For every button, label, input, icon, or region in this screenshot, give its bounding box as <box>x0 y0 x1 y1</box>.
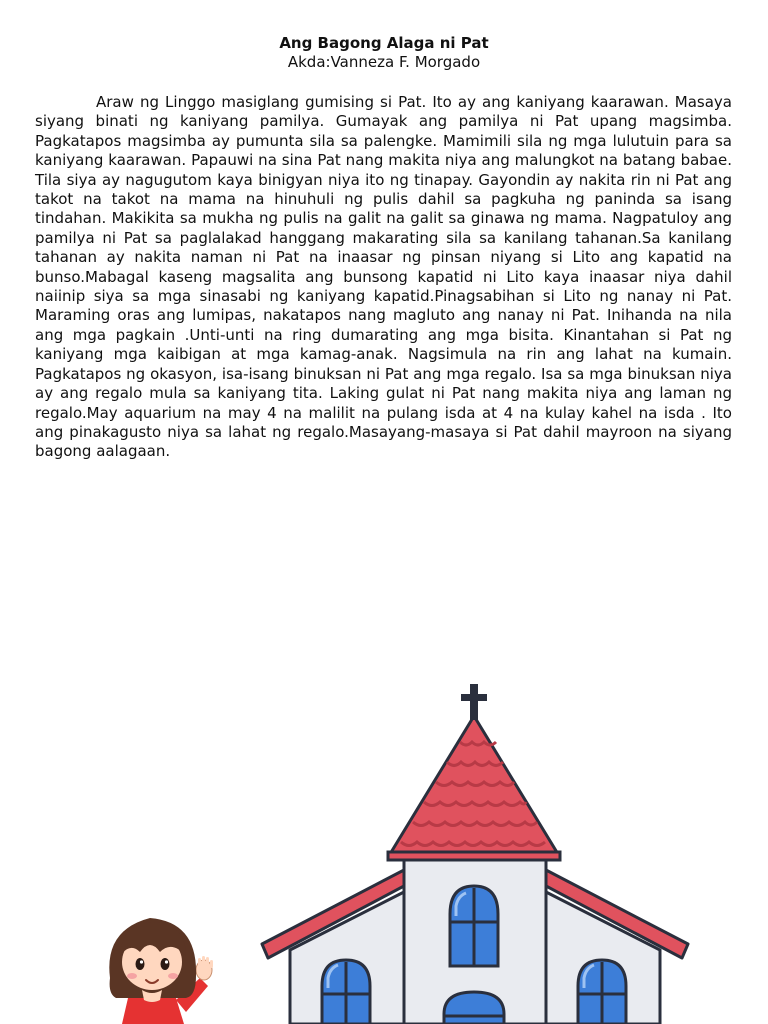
story-title: Ang Bagong Alaga ni Pat <box>279 34 489 52</box>
church-illustration <box>262 684 688 1024</box>
church-window <box>450 886 498 966</box>
waving-girl-illustration <box>109 918 213 1024</box>
church-window <box>578 960 626 1024</box>
story-paragraph: Araw ng Linggo masiglang gumising si Pat. Ito ay ang kaniyang kaarawan. Masaya siyang binati ng kaniyang pamilya. Gumayak ang pamilya ni Pat upang magsimba. Pagkatapos magsimba ay pumunta sila sa palengke. Mamimili sila ng mga lulutuin para sa kaniyang kaarawan. Papauwi na sina Pat nang makita niya ang malungkot na batang babae. Tila siya ay nagugutom kaya binigyan niya ito ng tinapay. Gayondin ay nakita rin ni Pat ang takot na takot na mama na hinuhuli ng pulis dahil sa pagkuha ng paninda sa isang tindahan. Makikita sa mukha ng pulis na galit na galit sa ginawa ng mama. Nagpatuloy ang pamilya ni Pat sa paglalakad hanggang makarating sila sa kanilang tahanan.Sa kanilang tahanan ay nakita naman ni Pat na inaasar ng pinsan niyang si Lito ang kapatid na bunso.Mabagal kaseng magsalita ang bunsong kapatid ni Lito kaya inaasar niya dahil naiinip siya sa mga sinasabi ng kaniyang kapatid.Pinagsabihan si Lito ng nanay ni Pat. Maraming oras ang lumipas, nakatapos nang magluto ang nanay ni Pat. Inihanda na nila ang mga pagkain .Unti-unti na ring dumarating ang mga bisita. Kinantahan si Pat ng kaniyang mga kaibigan at mga kamag-anak. Nagsimula na rin ang lahat na kumain. Pagkatapos ng okasyon, isa-isang binuksan ni Pat ang mga regalo. Isa sa mga binuksan niya ay ang regalo mula sa kaniyang tita. Laking gulat ni Pat nang makita niya ang laman ng regalo.May aquarium na may 4 na malilit na pulang isda at 4 na kulay kahel na isda . Ito ang pinakagusto niya sa lahat ng regalo.Masayang-masaya si Pat dahil mayroon na siyang bagong aalagaan. <box>35 93 732 461</box>
hand-icon <box>196 956 213 980</box>
author-line: Akda:Vanneza F. Morgado <box>287 53 481 71</box>
illustration-area <box>0 660 768 1024</box>
cross-icon <box>461 684 487 720</box>
church-door <box>444 992 504 1024</box>
church-window <box>322 960 370 1024</box>
